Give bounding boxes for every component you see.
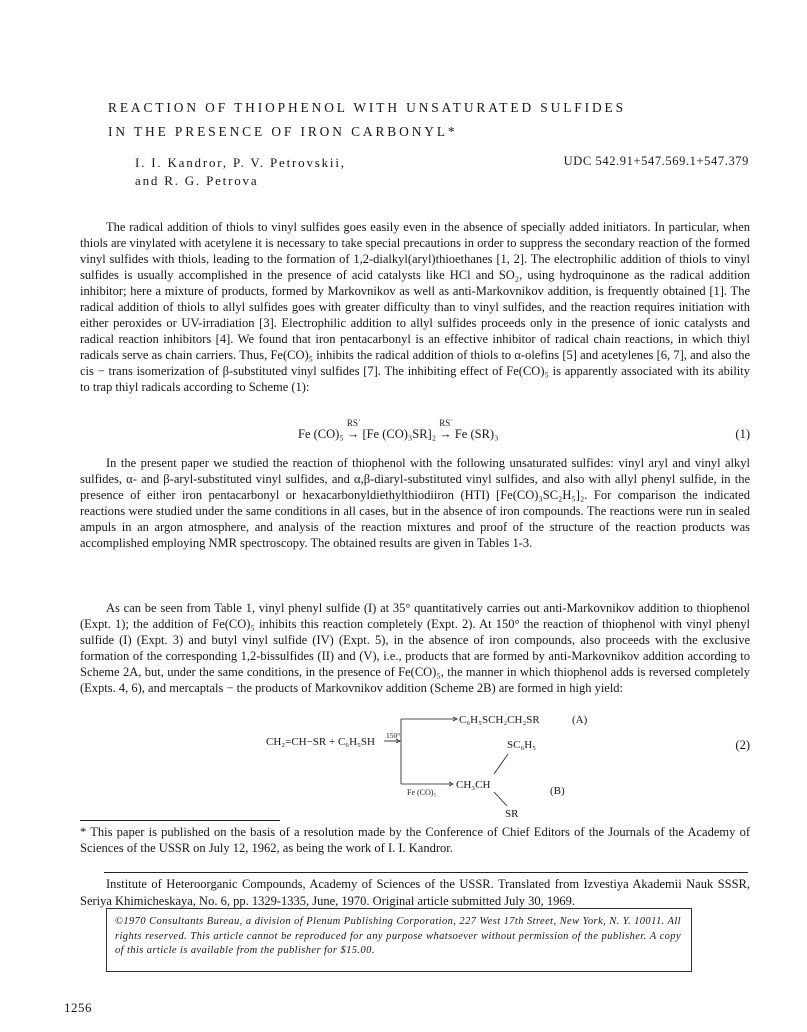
copyright-box	[106, 908, 692, 972]
scheme-2-temperature: 150°	[386, 731, 401, 740]
authors	[135, 154, 346, 190]
paragraph-text: The radical addition of thiols to vinyl sulfides goes easily even in the absence of specially added initiators. In particular, when thiols are vinylated with acetylene it is necessary to take special precautions in order to suppress the secondary reaction of the formed vinyl sulfides with thiols, leading to the formation of 1,2-dialkyl(aryl)thioethanes [1, 2]. The electrophilic addition of thiols to vinyl sulfides is usually accomplished in the presence of acid catalysts like HCl and SO₂, using hydroquinone as the radical addition inhibitor; here a mixture of products, formed by Markovnikov as well as anti-Markovnikov addition, is frequently obtained [1]. The radical addition of thiols to allyl sulfides goes with greater difficulty than to vinyl sulfides, and the reaction requires initiation with either peroxides or UV-irradiation [3]. Electrophilic addition to allyl sulfides proceeds only in the presence of ionic catalysts and radical reaction inhibitors [4]. We found that iron pentacarbonyl is an effective inhibitor of radical chain reactions, in which thiyl radicals serve as chain carriers. Thus, Fe(CO)₅ inhibits the radical addition of thiols to α-olefins [5] and acetylenes [6, 7], and also the cis − trans isomerization of β-substituted vinyl sulfides [7]. The inhibiting effect of Fe(CO)₅ is apparently associated with its ability to trap thiyl radicals according to Scheme (1):	[80, 220, 750, 394]
scheme-1-formula	[298, 418, 499, 442]
scheme-2-product-b-bottom: SR	[505, 808, 519, 817]
scheme-2-reactants: CH₂=CH−SR + C₆H₅SH	[266, 736, 375, 748]
body-paragraph-3	[80, 600, 750, 696]
scheme-2-product-b-mid: CH₃CH	[456, 779, 491, 791]
scheme-2	[250, 712, 750, 817]
paragraph-text: As can be seen from Table 1, vinyl phenyl sulfide (I) at 35° quantitatively carries out anti-Markovnikov addition to thiophenol (Expt. 1); the addition of Fe(CO)₅ inhibits this reaction completely (Expt. 2). At 150° the reaction of thiophenol with vinyl phenyl sulfide (I) (Expt. 3) and butyl vinyl sulfide (IV) (Expt. 5), in the absence of iron compounds, also proceeds with the exclusive formation of the corresponding 1,2-bissulfides (II) and (V), i.e., products that are formed by anti-Markovnikov addition according to Scheme 2A, but, under the same conditions, in the presence of Fe(CO)₅, the manner in which thiophenol adds is reversed completely (Expts. 4, 6), and mercaptals − the products of Markovnikov addition (Scheme 2B) are formed in high yield:	[80, 601, 750, 695]
scheme-1-arrow-2-label: RS˙	[439, 418, 454, 428]
scheme-2-product-b-top: SC₆H₅	[507, 739, 537, 751]
institute-divider	[104, 872, 748, 873]
scheme-2-number: (2)	[735, 738, 750, 752]
article-title-line-1: REACTION OF THIOPHENOL WITH UNSATURATED SULFIDES	[108, 100, 626, 115]
page-number: 1256	[64, 1000, 92, 1015]
scheme-2-catalyst: Fe (CO)₅	[407, 788, 437, 797]
scheme-1-intermediate: [Fe (CO)₃SR]₂	[362, 427, 440, 441]
scheme-1-arrow-2	[439, 418, 454, 442]
footnote-divider	[80, 820, 280, 821]
scheme-1-arrow-1	[346, 418, 361, 442]
arrow-right-icon: →	[439, 427, 452, 441]
scheme-1-arrow-1-label: RS˙	[346, 418, 361, 428]
body-paragraph-2	[80, 455, 750, 551]
article-title-line-2: IN THE PRESENCE OF IRON CARBONYL*	[108, 124, 458, 139]
scheme-2-bond-up	[494, 754, 508, 774]
copyright-text: ©1970 Consultants Bureau, a division of Plenum Publishing Corporation, 227 West 17th Street, New York, N. Y. 10011. All rights reserved. This article cannot be reproduced for any purpose whatsoever without permission of the publisher. A copy of this article is available from the publisher for $15.00.	[115, 916, 681, 956]
institute-note: Institute of Heteroorganic Compounds, Academy of Sciences of the USSR. Translated from Izvestiya Akademii Nauk SSSR, Seriya Khimicheskaya, No. 6, pp. 1329-1335, June, 1970. Original article submitted July 30, 1969.	[80, 877, 750, 908]
scheme-2-label-a: (A)	[572, 714, 588, 726]
scheme-1-reactant: Fe (CO)₅	[298, 427, 344, 441]
scheme-2-diagram	[250, 712, 750, 817]
authors-line-1: I. I. Kandror, P. V. Petrovskii,	[135, 155, 346, 170]
footnote: * This paper is published on the basis of a resolution made by the Conference of Chief Editors of the Journals of the Academy of Sciences of the USSR on July 12, 1962, as being the work of I. I. Kandror.	[80, 825, 750, 855]
scheme-1-product: Fe (SR)₃	[454, 427, 499, 441]
body-paragraph-1	[80, 219, 750, 395]
authors-line-2: and R. G. Petrova	[135, 173, 259, 188]
scheme-2-bond-down	[494, 792, 507, 806]
paragraph-text: In the present paper we studied the reaction of thiophenol with the following unsaturated sulfides: vinyl aryl and vinyl alkyl sulfides, α- and β-aryl-substituted vinyl sulfides, and α,β-diaryl-substituted vinyl sulfides, and also with allyl phenyl sulfide, in the presence of either iron pentacarbonyl or hexacarbonyldiethylthiodiiron (HTI) [Fe(CO)₃SC₂H₅]₂. For comparison the indicated reactions were studied under the same conditions in all cases, but in the absence of iron compounds. The reactions were run in sealed ampuls in an argon atmosphere, and analysis of the reaction mixtures and proof of the structure of the reaction products was accomplished employing NMR spectroscopy. The obtained results are given in Tables 1-3.	[80, 456, 750, 550]
scheme-2-product-a: C₆H₅SCH₂CH₂SR	[459, 714, 540, 726]
udc-code: UDC 542.91+547.569.1+547.379	[563, 154, 749, 168]
scheme-1	[80, 418, 750, 447]
arrow-right-icon: →	[346, 427, 360, 441]
scheme-1-number: (1)	[735, 427, 750, 441]
scheme-2-label-b: (B)	[550, 785, 565, 797]
